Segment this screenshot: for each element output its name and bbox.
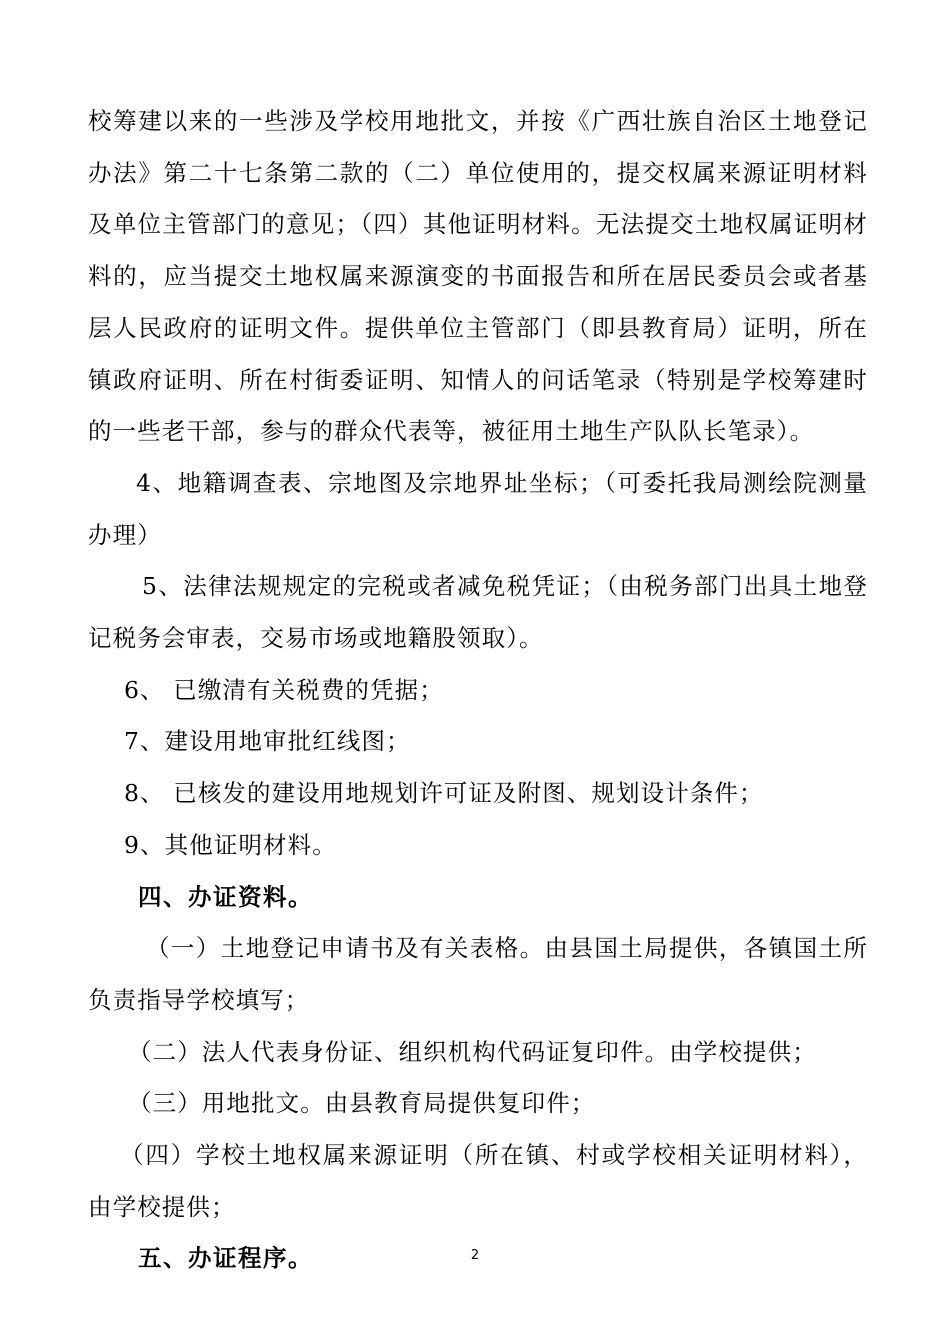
page-number: 2: [470, 1248, 480, 1263]
paragraph-item-6: 6、 已缴清有关税费的凭据；: [124, 675, 444, 704]
section-heading-certificate-materials: 四、办证资料。: [138, 882, 313, 911]
list-item-ownership-proof: （四）学校土地权属来源证明（所在镇、村或学校相关证明材料），由学校提供；: [88, 1141, 868, 1221]
document-body: [88, 96, 868, 1285]
paragraph-item-5: 5、法律法规规定的完税或者减免税凭证；（由税务部门出具土地登记税务会审表，交易市场或地籍股领取）。: [88, 572, 868, 653]
paragraph-item-4: 4、地籍调查表、宗地图及宗地界址坐标；（可委托我局测绘院测量办理）: [88, 468, 868, 549]
list-item-land-approval: （三）用地批文。由县教育局提供复印件；: [128, 1089, 596, 1118]
list-item-id-copies: （二）法人代表身份证、组织机构代码证复印件。由学校提供；: [128, 1037, 817, 1066]
paragraph-land-ownership-proof: 校筹建以来的一些涉及学校用地批文，并按《广西壮族自治区土地登记办法》第二十七条第二款的（二）单位使用的，提交权属来源证明材料及单位主管部门的意见；（四）其他证明材料。无法提交土地权属证明材料的，应当提交土地权属来源演变的书面报告和所在居民委员会或者基层人民政府的证明文件。提供单位主管部门（即县教育局）证明，所在镇政府证明、所在村街委证明、知情人的问话笔录（特别是学校筹建时的一些老干部，参与的群众代表等，被征用土地生产队队长笔录）。: [88, 107, 868, 446]
list-item-application-form: （一）土地登记申请书及有关表格。由县国土局提供，各镇国土所负责指导学校填写；: [88, 934, 868, 1014]
paragraph-item-9: 9、其他证明材料。: [124, 830, 337, 859]
section-heading-certificate-procedure: 五、办证程序。: [138, 1244, 313, 1273]
paragraph-item-8: 8、 已核发的建设用地规划许可证及附图、规划设计条件；: [124, 779, 764, 808]
paragraph-item-7: 7、建设用地审批红线图；: [124, 727, 411, 756]
